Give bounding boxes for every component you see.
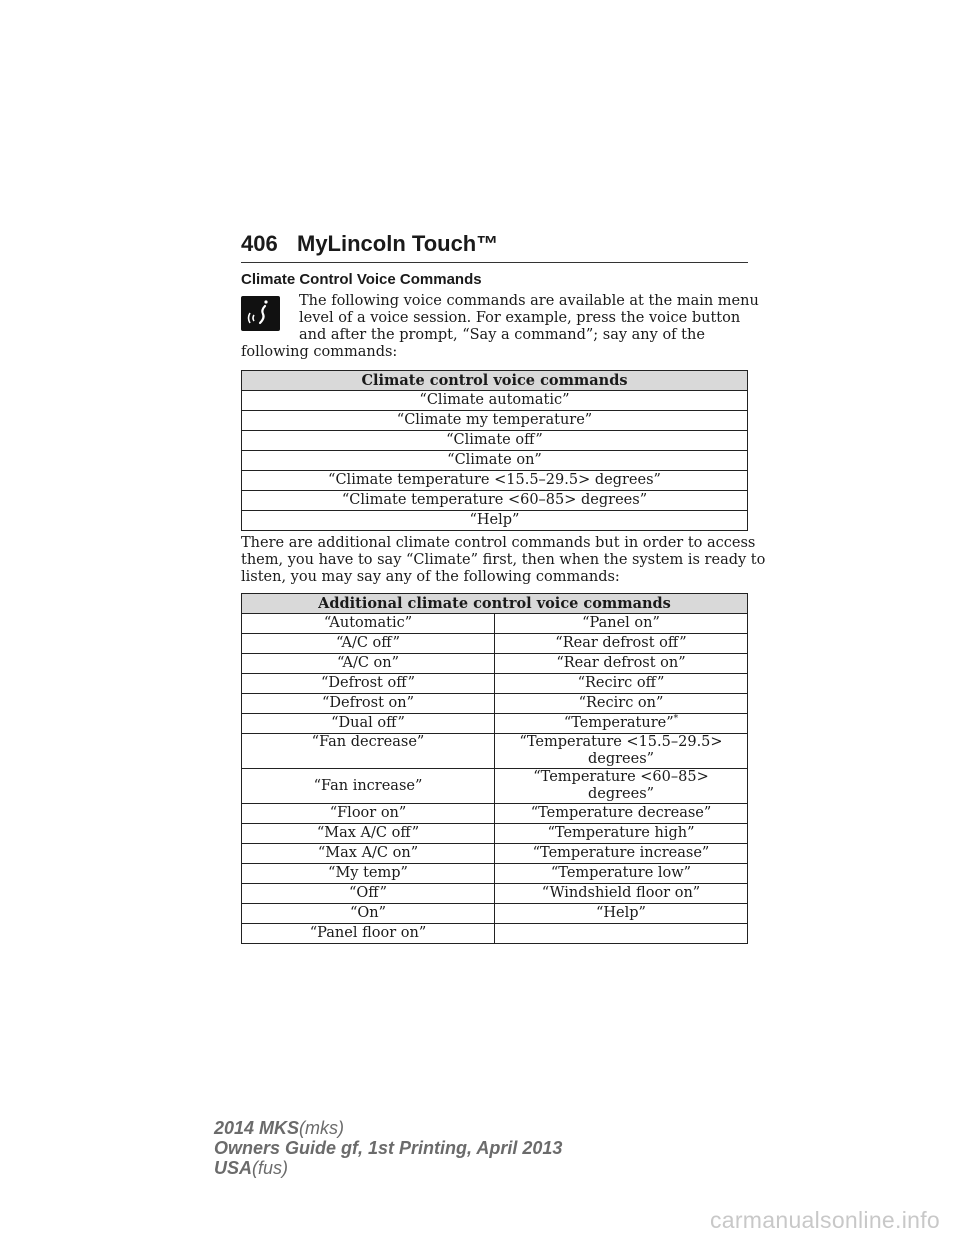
table-cell: “Temperature low”	[495, 864, 748, 884]
intro-line: following commands:	[241, 344, 398, 360]
intro-block	[241, 293, 759, 361]
paragraph-line: There are additional climate control commands but in order to access	[241, 535, 756, 551]
table-cell: “Climate my temperature”	[242, 411, 748, 431]
table-cell: “Automatic”	[242, 614, 495, 634]
table-cell-wrapped	[495, 734, 748, 769]
footer-model-line	[214, 1118, 562, 1138]
voice-button-icon	[241, 296, 280, 331]
table-cell: “Temperature decrease”	[495, 804, 748, 824]
footer-model: 2014 MKS	[214, 1118, 300, 1138]
table-cell: “Recirc on”	[495, 694, 748, 714]
footer-region-line	[214, 1158, 562, 1178]
table-cell: “Fan decrease”	[242, 734, 495, 769]
table-cell: “Panel floor on”	[242, 924, 495, 944]
table-cell: “Help”	[495, 904, 748, 924]
table-cell: “Defrost on”	[242, 694, 495, 714]
page-number: 406	[241, 231, 278, 256]
footer-region: USA	[214, 1158, 253, 1178]
table-cell: “Dual off”	[242, 714, 495, 734]
footnote-mark: *	[673, 714, 679, 724]
paragraph-line: them, you have to say “Climate” first, then when the system is ready to	[241, 552, 766, 568]
table-header: Additional climate control voice commands	[242, 594, 748, 614]
table-cell: “Climate automatic”	[242, 391, 748, 411]
table-cell: “Climate on”	[242, 451, 748, 471]
table-cell: “Rear defrost off”	[495, 634, 748, 654]
site-watermark: carmanualsonline.info	[709, 1207, 940, 1233]
intro-line: The following voice commands are available at the main menu	[299, 293, 759, 309]
table-cell: “Floor on”	[242, 804, 495, 824]
table-cell: “Max A/C on”	[242, 844, 495, 864]
table-cell-text-wrap: degrees”	[587, 751, 655, 767]
table-cell: “Windshield floor on”	[495, 884, 748, 904]
table-cell: “Temperature <60–85> degrees”	[495, 769, 748, 804]
intro-line: level of a voice session. For example, press the voice button	[299, 310, 741, 326]
table-cell: “Defrost off”	[242, 674, 495, 694]
table-cell: “Panel on”	[495, 614, 748, 634]
table-cell: “A/C on”	[242, 654, 495, 674]
manual-page	[241, 226, 766, 944]
table-cell: “My temp”	[242, 864, 495, 884]
table-cell: “Climate temperature <15.5–29.5> degrees”	[242, 471, 748, 491]
table-cell: “On”	[242, 904, 495, 924]
additional-commands-table	[241, 593, 748, 944]
table-cell: “Off”	[242, 884, 495, 904]
table-cell-text: “Temperature”	[563, 715, 674, 731]
table-cell: “Temperature increase”	[495, 844, 748, 864]
table-cell: “A/C off”	[242, 634, 495, 654]
page-header	[241, 226, 748, 263]
print-footer	[214, 1118, 562, 1178]
table-cell: “Recirc off”	[495, 674, 748, 694]
chapter-title: MyLincoln Touch™	[297, 231, 499, 256]
table-cell: “Max A/C off”	[242, 824, 495, 844]
table-cell	[495, 924, 748, 944]
table-header: Climate control voice commands	[242, 371, 748, 391]
footer-region-code: (fus)	[252, 1158, 289, 1178]
section-title: Climate Control Voice Commands	[241, 271, 482, 288]
footer-model-code: (mks)	[299, 1118, 345, 1138]
table-cell: “Rear defrost on”	[495, 654, 748, 674]
footer-guide: Owners Guide gf, 1st Printing, April 2013	[214, 1138, 563, 1158]
climate-commands-table	[241, 370, 748, 531]
table-cell: “Climate temperature <60–85> degrees”	[242, 491, 748, 511]
table-cell: “Help”	[242, 511, 748, 531]
intro-line: and after the prompt, “Say a command”; say any of the	[299, 327, 705, 343]
table-cell-text: “Temperature <15.5–29.5>	[519, 734, 723, 750]
paragraph-line: listen, you may say any of the following commands:	[241, 569, 620, 585]
body-paragraph	[241, 535, 766, 586]
table-cell-footnoted	[495, 714, 748, 734]
table-cell: “Temperature high”	[495, 824, 748, 844]
table-cell: “Climate off”	[242, 431, 748, 451]
table-cell: “Fan increase”	[242, 769, 495, 804]
